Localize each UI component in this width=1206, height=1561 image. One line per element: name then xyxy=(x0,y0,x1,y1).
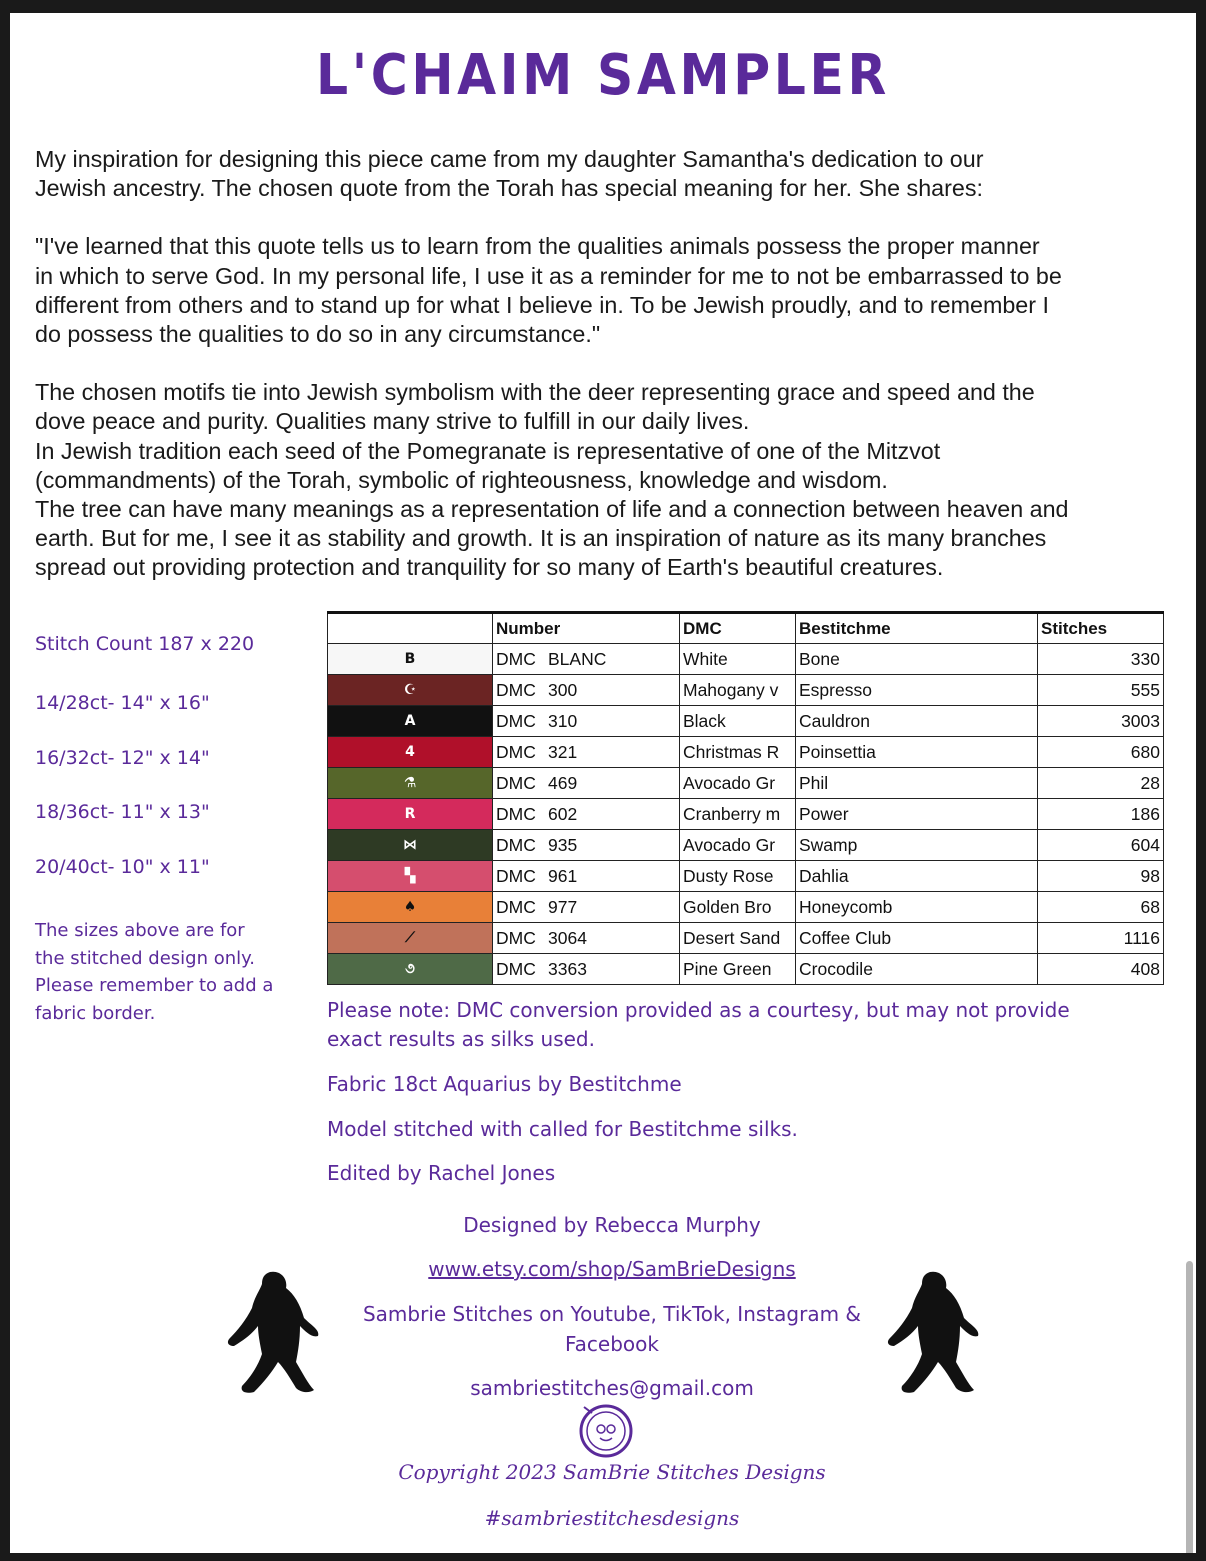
intro-line: Jewish ancestry. The chosen quote from the Torah has special meaning for her. She shares: xyxy=(35,175,983,202)
intro-text xyxy=(35,145,1175,583)
table-row xyxy=(328,861,1164,892)
size-item: 20/40ct- 10" x 11" xyxy=(35,856,210,878)
bigfoot-silhouette-icon xyxy=(882,1268,982,1398)
thread-key-table xyxy=(327,611,1164,985)
motif-line: The tree can have many meanings as a representation of life and a connection between heaven and xyxy=(35,496,1069,523)
swatch-symbol: ▚ xyxy=(328,861,493,892)
bestitchme-name: Poinsettia xyxy=(796,737,1038,768)
stitch-count-cell: 28 xyxy=(1038,768,1164,799)
swatch-symbol: ⚗ xyxy=(328,768,493,799)
dmc-name: Avocado Gr xyxy=(680,768,796,799)
etsy-link[interactable]: www.etsy.com/shop/SamBrieDesigns xyxy=(428,1257,796,1281)
dmc-name: Pine Green xyxy=(680,954,796,985)
bestitchme-name: Bone xyxy=(796,644,1038,675)
editor-note: Edited by Rachel Jones xyxy=(327,1161,556,1185)
dmc-name: Golden Bro xyxy=(680,892,796,923)
stitch-count-cell: 98 xyxy=(1038,861,1164,892)
thread-number: DMC 3064 xyxy=(493,923,680,954)
stitch-count-cell: 680 xyxy=(1038,737,1164,768)
thread-number: DMC 961 xyxy=(493,861,680,892)
swatch-symbol: A xyxy=(328,706,493,737)
swatch-symbol: ⋈ xyxy=(328,830,493,861)
header-number: Number xyxy=(493,613,680,644)
email-address: sambriestitches@gmail.com xyxy=(470,1376,754,1400)
bestitchme-name: Dahlia xyxy=(796,861,1038,892)
stitch-count-cell: 3003 xyxy=(1038,706,1164,737)
dmc-name: White xyxy=(680,644,796,675)
social-line: Facebook xyxy=(565,1332,659,1356)
table-row xyxy=(328,892,1164,923)
dmc-name: Desert Sand xyxy=(680,923,796,954)
thread-number: DMC 602 xyxy=(493,799,680,830)
stitch-count-cell: 186 xyxy=(1038,799,1164,830)
header-dmc: DMC xyxy=(680,613,796,644)
table-row xyxy=(328,675,1164,706)
stitch-count: Stitch Count 187 x 220 xyxy=(35,633,255,655)
bestitchme-name: Phil xyxy=(796,768,1038,799)
bestitchme-name: Coffee Club xyxy=(796,923,1038,954)
table-row xyxy=(328,923,1164,954)
swatch-symbol: ♠ xyxy=(328,892,493,923)
scrollbar-thumb[interactable] xyxy=(1186,1261,1193,1553)
dmc-name: Christmas R xyxy=(680,737,796,768)
size-item: 18/36ct- 11" x 13" xyxy=(35,801,210,823)
bestitchme-name: Swamp xyxy=(796,830,1038,861)
table-row xyxy=(328,768,1164,799)
header-stitches: Stitches xyxy=(1038,613,1164,644)
stitch-count-cell: 1116 xyxy=(1038,923,1164,954)
stitch-count-cell: 330 xyxy=(1038,644,1164,675)
dmc-name: Mahogany v xyxy=(680,675,796,706)
copyright: Copyright 2023 SamBrie Stitches Designs xyxy=(398,1460,826,1484)
fabric-note: Fabric 18ct Aquarius by Bestitchme xyxy=(327,1072,682,1096)
thread-number: DMC 300 xyxy=(493,675,680,706)
stitch-count-cell: 604 xyxy=(1038,830,1164,861)
table-row xyxy=(328,799,1164,830)
thread-number: DMC 935 xyxy=(493,830,680,861)
thread-number: DMC 310 xyxy=(493,706,680,737)
dmc-name: Avocado Gr xyxy=(680,830,796,861)
conversion-note: exact results as silks used. xyxy=(327,1027,595,1051)
header-bestitchme: Bestitchme xyxy=(796,613,1038,644)
thread-number: DMC 3363 xyxy=(493,954,680,985)
stitch-count-cell: 68 xyxy=(1038,892,1164,923)
model-note: Model stitched with called for Bestitchme silks. xyxy=(327,1117,798,1141)
table-row xyxy=(328,954,1164,985)
page-title: L'CHAIM SAMPLER xyxy=(316,43,890,108)
quote-line: do possess the qualities to do so in any circumstance." xyxy=(35,321,601,348)
header-symbol xyxy=(328,613,493,644)
stitch-count-cell: 408 xyxy=(1038,954,1164,985)
table-row xyxy=(328,706,1164,737)
stitch-count-cell: 555 xyxy=(1038,675,1164,706)
bestitchme-name: Honeycomb xyxy=(796,892,1038,923)
dmc-name: Dusty Rose xyxy=(680,861,796,892)
bestitchme-name: Cauldron xyxy=(796,706,1038,737)
thread-number: DMC 977 xyxy=(493,892,680,923)
motif-line: The chosen motifs tie into Jewish symbolism with the deer representing grace and speed and the xyxy=(35,379,1035,406)
size-note: The sizes above are for the stitched design only. Please remember to add a fabric border. xyxy=(35,920,274,1024)
size-item: 14/28ct- 14" x 16" xyxy=(35,692,210,714)
sambrie-logo-icon xyxy=(578,1403,634,1459)
designer-credit: Designed by Rebecca Murphy xyxy=(463,1213,761,1237)
quote-line: "I've learned that this quote tells us to learn from the qualities animals possess the proper manner xyxy=(35,233,1040,260)
table-row xyxy=(328,830,1164,861)
thread-number: DMC BLANC xyxy=(493,644,680,675)
intro-line: My inspiration for designing this piece came from my daughter Samantha's dedication to our xyxy=(35,146,984,172)
quote-line: in which to serve God. In my personal life, I use it as a reminder for me to not be embarrassed to be xyxy=(35,262,1062,289)
swatch-symbol: 4 xyxy=(328,737,493,768)
quote-line: different from others and to stand up for what I believe in. To be Jewish proudly, and to remember I xyxy=(35,291,1049,318)
motif-line: spread out providing protection and tranquility for so many of Earth's beautiful creatures. xyxy=(35,554,944,581)
thread-number: DMC 469 xyxy=(493,768,680,799)
thread-number: DMC 321 xyxy=(493,737,680,768)
dmc-name: Cranberry m xyxy=(680,799,796,830)
motif-line: (commandments) of the Torah, symbolic of righteousness, knowledge and wisdom. xyxy=(35,466,888,493)
document-page xyxy=(10,13,1196,1553)
table-header-row xyxy=(328,613,1164,644)
swatch-symbol: R xyxy=(328,799,493,830)
hashtag: #sambriestitchesdesigns xyxy=(484,1506,740,1530)
motif-line: dove peace and purity. Qualities many strive to fulfill in our daily lives. xyxy=(35,408,750,435)
swatch-symbol: B xyxy=(328,644,493,675)
swatch-symbol: ☪ xyxy=(328,675,493,706)
dmc-name: Black xyxy=(680,706,796,737)
bestitchme-name: Espresso xyxy=(796,675,1038,706)
conversion-note: Please note: DMC conversion provided as a courtesy, but may not provide xyxy=(327,998,1070,1022)
table-row xyxy=(328,737,1164,768)
motif-line: earth. But for me, I see it as stability and growth. It is an inspiration of nature as its many branches xyxy=(35,525,1047,552)
swatch-symbol: ⟋ xyxy=(328,923,493,954)
bestitchme-name: Power xyxy=(796,799,1038,830)
bestitchme-name: Crocodile xyxy=(796,954,1038,985)
swatch-symbol: ૭ xyxy=(328,954,493,985)
bigfoot-silhouette-icon xyxy=(222,1268,322,1398)
social-line: Sambrie Stitches on Youtube, TikTok, Instagram & xyxy=(362,1302,862,1326)
size-item: 16/32ct- 12" x 14" xyxy=(35,747,210,769)
table-row xyxy=(328,644,1164,675)
motif-line: In Jewish tradition each seed of the Pomegranate is representative of one of the Mitzvot xyxy=(35,437,941,464)
